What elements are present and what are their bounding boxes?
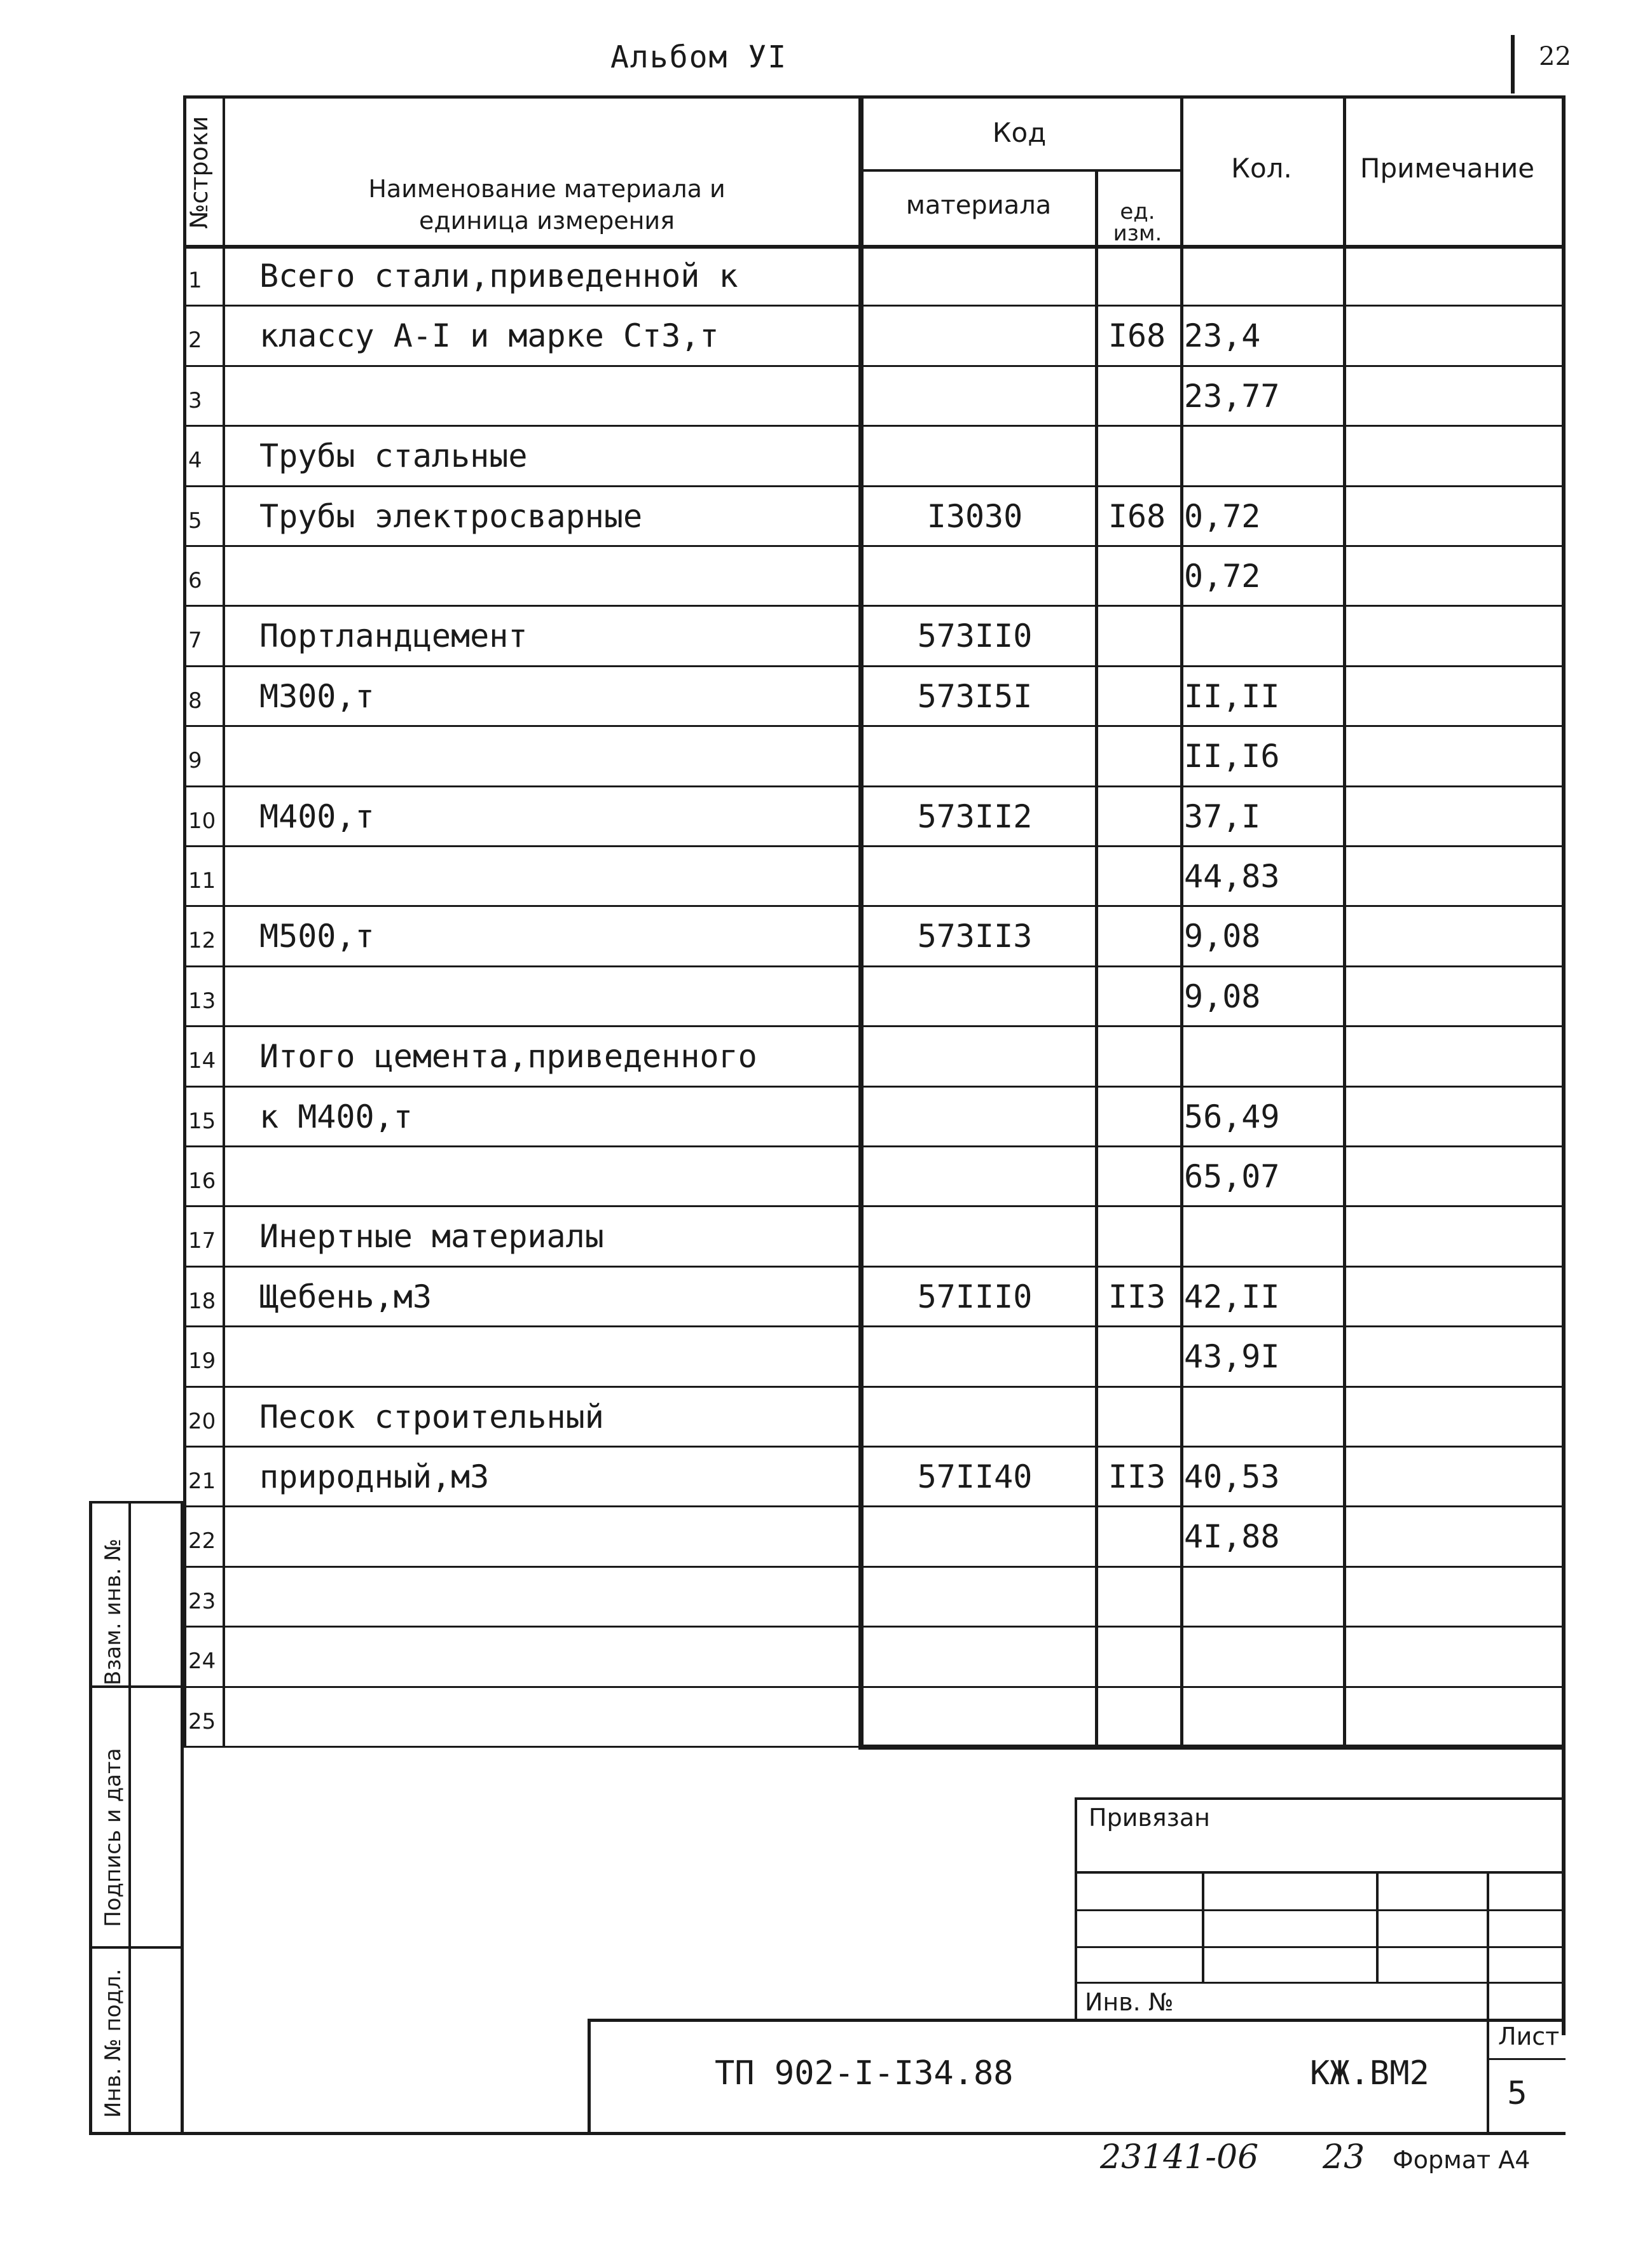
stamp-line-2 — [1075, 1909, 1566, 1911]
header-divider — [1511, 35, 1515, 93]
row-qty: 0,72 — [1184, 558, 1261, 595]
row-code: 573I5I — [917, 677, 1033, 715]
row-number: 5 — [188, 508, 202, 534]
stamp-line-3 — [1075, 1946, 1566, 1948]
stamp-list-label: Лист — [1498, 2023, 1560, 2050]
margin-left-border — [89, 1501, 92, 2134]
row-qty: 23,77 — [1184, 377, 1280, 415]
stamp-inv-no: Инв. № — [1085, 1988, 1174, 2016]
row-qty: 56,49 — [1184, 1098, 1280, 1135]
row-name: М300,т — [259, 677, 375, 715]
row-qty: 4I,88 — [1184, 1518, 1280, 1556]
margin-divider-1 — [89, 1685, 183, 1688]
margin-inner-line — [128, 1501, 131, 2134]
row-name: М400,т — [259, 798, 375, 835]
header-code-text: Код — [992, 117, 1047, 148]
row-name: Всего стали,приведенной к — [259, 258, 738, 294]
row-qty: 43,9I — [1184, 1338, 1280, 1376]
row-divider — [183, 1686, 1566, 1688]
footer-handwritten-number: 23141-06 — [1100, 2138, 1259, 2176]
margin-top-line — [89, 1501, 183, 1504]
row-number: 8 — [188, 688, 202, 714]
row-name: Песок строительный — [259, 1398, 604, 1435]
row-qty: 23,4 — [1184, 317, 1261, 355]
row-divider — [183, 1025, 1566, 1027]
header-code-material — [861, 190, 1096, 221]
row-number: 20 — [188, 1408, 216, 1434]
row-number: 22 — [188, 1528, 216, 1554]
row-number: 13 — [188, 988, 216, 1014]
header-qty — [1181, 153, 1342, 184]
stamp-doc-code: ТП 902-I-I34.88 — [715, 2054, 1014, 2092]
row-number: 16 — [188, 1168, 216, 1194]
row-unit: I68 — [1108, 317, 1166, 355]
row-number: 12 — [188, 928, 216, 954]
row-code: 573II0 — [917, 618, 1033, 655]
row-divider — [183, 1205, 1566, 1207]
stamp-left-line — [1075, 1797, 1077, 2020]
sheet-bottom-border — [89, 2132, 1566, 2135]
row-divider — [183, 845, 1566, 847]
row-divider — [183, 725, 1566, 727]
row-number: 14 — [188, 1048, 216, 1074]
body-bottom-border — [858, 1745, 1566, 1750]
stamp-list-value: 5 — [1507, 2075, 1527, 2112]
title-block-list-divider — [1487, 2019, 1489, 2133]
row-divider — [183, 665, 1566, 667]
stamp-line-4 — [1075, 1982, 1566, 1984]
row-divider — [183, 1505, 1566, 1507]
row-name: природный,м3 — [259, 1458, 490, 1495]
row-qty: 65,07 — [1184, 1158, 1280, 1195]
row-qty: 9,08 — [1184, 918, 1261, 955]
row-code: 57II40 — [917, 1458, 1033, 1495]
row-number: 21 — [188, 1469, 216, 1494]
row-number: 6 — [188, 568, 202, 593]
row-divider — [183, 1266, 1566, 1268]
row-divider — [183, 365, 1566, 367]
footer-handwritten-number-2: 23 — [1323, 2138, 1365, 2176]
row-divider — [183, 1626, 1566, 1628]
header-row-no-text: №строки — [185, 116, 213, 229]
row-number: 3 — [188, 387, 202, 413]
title-block-top — [588, 2019, 1566, 2022]
row-divider — [183, 785, 1566, 787]
row-divider — [183, 305, 1566, 307]
table-top-border — [183, 95, 1566, 99]
row-number: 24 — [188, 1649, 216, 1675]
row-divider — [183, 1386, 1566, 1388]
title-block-left — [588, 2019, 591, 2133]
row-number: 4 — [188, 448, 202, 474]
header-code — [861, 117, 1178, 149]
header-name — [242, 141, 852, 237]
row-qty: II,I6 — [1184, 738, 1280, 775]
row-number: 10 — [188, 808, 216, 834]
row-qty: II,II — [1184, 677, 1280, 715]
row-number: 19 — [188, 1348, 216, 1374]
header-code-unit — [1098, 179, 1178, 244]
border-left — [183, 95, 186, 1747]
row-divider — [183, 905, 1566, 907]
row-qty: 40,53 — [1184, 1458, 1280, 1495]
row-number: 17 — [188, 1228, 216, 1254]
row-number: 9 — [188, 748, 202, 774]
footer-format: Формат А4 — [1393, 2146, 1531, 2174]
header-note — [1346, 153, 1549, 184]
title-block-list-line — [1487, 2058, 1566, 2060]
margin-right-line — [181, 1501, 184, 2134]
row-name: Трубы электросварные — [259, 497, 643, 535]
row-number: 1 — [188, 268, 202, 293]
stamp-vline-1 — [1202, 1871, 1204, 1982]
material-divider — [1095, 169, 1098, 1747]
stamp-vline-2 — [1376, 1871, 1379, 1982]
row-qty: 42,II — [1184, 1278, 1280, 1315]
stamp-line-1 — [1075, 1871, 1566, 1874]
row-number: 25 — [188, 1708, 216, 1734]
side-label-podpis: Подпись и дата — [100, 1748, 126, 1927]
header-bottom-border — [183, 245, 1566, 249]
row-unit: II3 — [1108, 1278, 1166, 1315]
margin-divider-2 — [89, 1946, 183, 1949]
row-unit: I68 — [1108, 497, 1166, 535]
header-code-material-text: материала — [905, 191, 1052, 220]
row-code: I3030 — [926, 497, 1023, 535]
stamp-mark: КЖ.ВМ2 — [1310, 2054, 1429, 2092]
row-divider — [183, 425, 1566, 427]
header-row-no — [183, 116, 215, 229]
header-code-unit-text: ед. изм. — [1113, 199, 1162, 246]
stamp-vline-3 — [1487, 1871, 1489, 2020]
row-divider — [183, 605, 1566, 607]
row-name: Щебень,м3 — [259, 1278, 432, 1315]
sheet-number: 22 — [1539, 42, 1571, 71]
album-title: Альбом УI — [610, 39, 788, 75]
row-divider — [183, 1325, 1566, 1327]
row-qty: 44,83 — [1184, 858, 1280, 895]
row-divider — [183, 1566, 1566, 1568]
row-number: 23 — [188, 1588, 216, 1614]
row-qty: 37,I — [1184, 798, 1261, 835]
stamp-privyazan: Привязан — [1089, 1804, 1210, 1832]
row-name: классу А-I и марке Ст3,т — [259, 317, 719, 355]
qty-divider — [1343, 95, 1346, 1747]
row-divider — [183, 545, 1566, 547]
row-code: 573II3 — [917, 918, 1033, 955]
row-unit: II3 — [1108, 1458, 1166, 1495]
row-number: 11 — [188, 868, 216, 894]
row-name: М500,т — [259, 918, 375, 955]
stamp-top-line — [1075, 1797, 1566, 1800]
side-label-inv-podl: Инв. № подл. — [100, 1968, 126, 2118]
row-qty: 9,08 — [1184, 978, 1261, 1015]
row-number: 7 — [188, 628, 202, 654]
header-qty-text: Кол. — [1231, 153, 1292, 184]
row-code: 57III0 — [917, 1278, 1033, 1315]
row-divider — [183, 1446, 1566, 1448]
code-subheader-line — [858, 169, 1180, 172]
row-name: Портландцемент — [259, 618, 528, 655]
row-divider — [183, 485, 1566, 487]
header-note-text: Примечание — [1359, 153, 1535, 184]
row-qty: 0,72 — [1184, 497, 1261, 535]
row-divider — [183, 1086, 1566, 1088]
unit-divider — [1180, 95, 1183, 1747]
row-name: к М400,т — [259, 1098, 413, 1135]
row-code: 573II2 — [917, 798, 1033, 835]
header-name-text: Наименование материала и единица измерения — [368, 175, 726, 235]
side-label-vzam: Взам. инв. № — [100, 1539, 126, 1685]
row-divider — [183, 1145, 1566, 1147]
row-number: 15 — [188, 1108, 216, 1134]
row-name: Инертные материалы — [259, 1218, 604, 1255]
row-number: 2 — [188, 328, 202, 354]
row-name: Итого цемента,приведенного — [259, 1038, 757, 1075]
row-divider — [183, 965, 1566, 967]
row-name: Трубы стальные — [259, 438, 528, 475]
row-number: 18 — [188, 1288, 216, 1314]
